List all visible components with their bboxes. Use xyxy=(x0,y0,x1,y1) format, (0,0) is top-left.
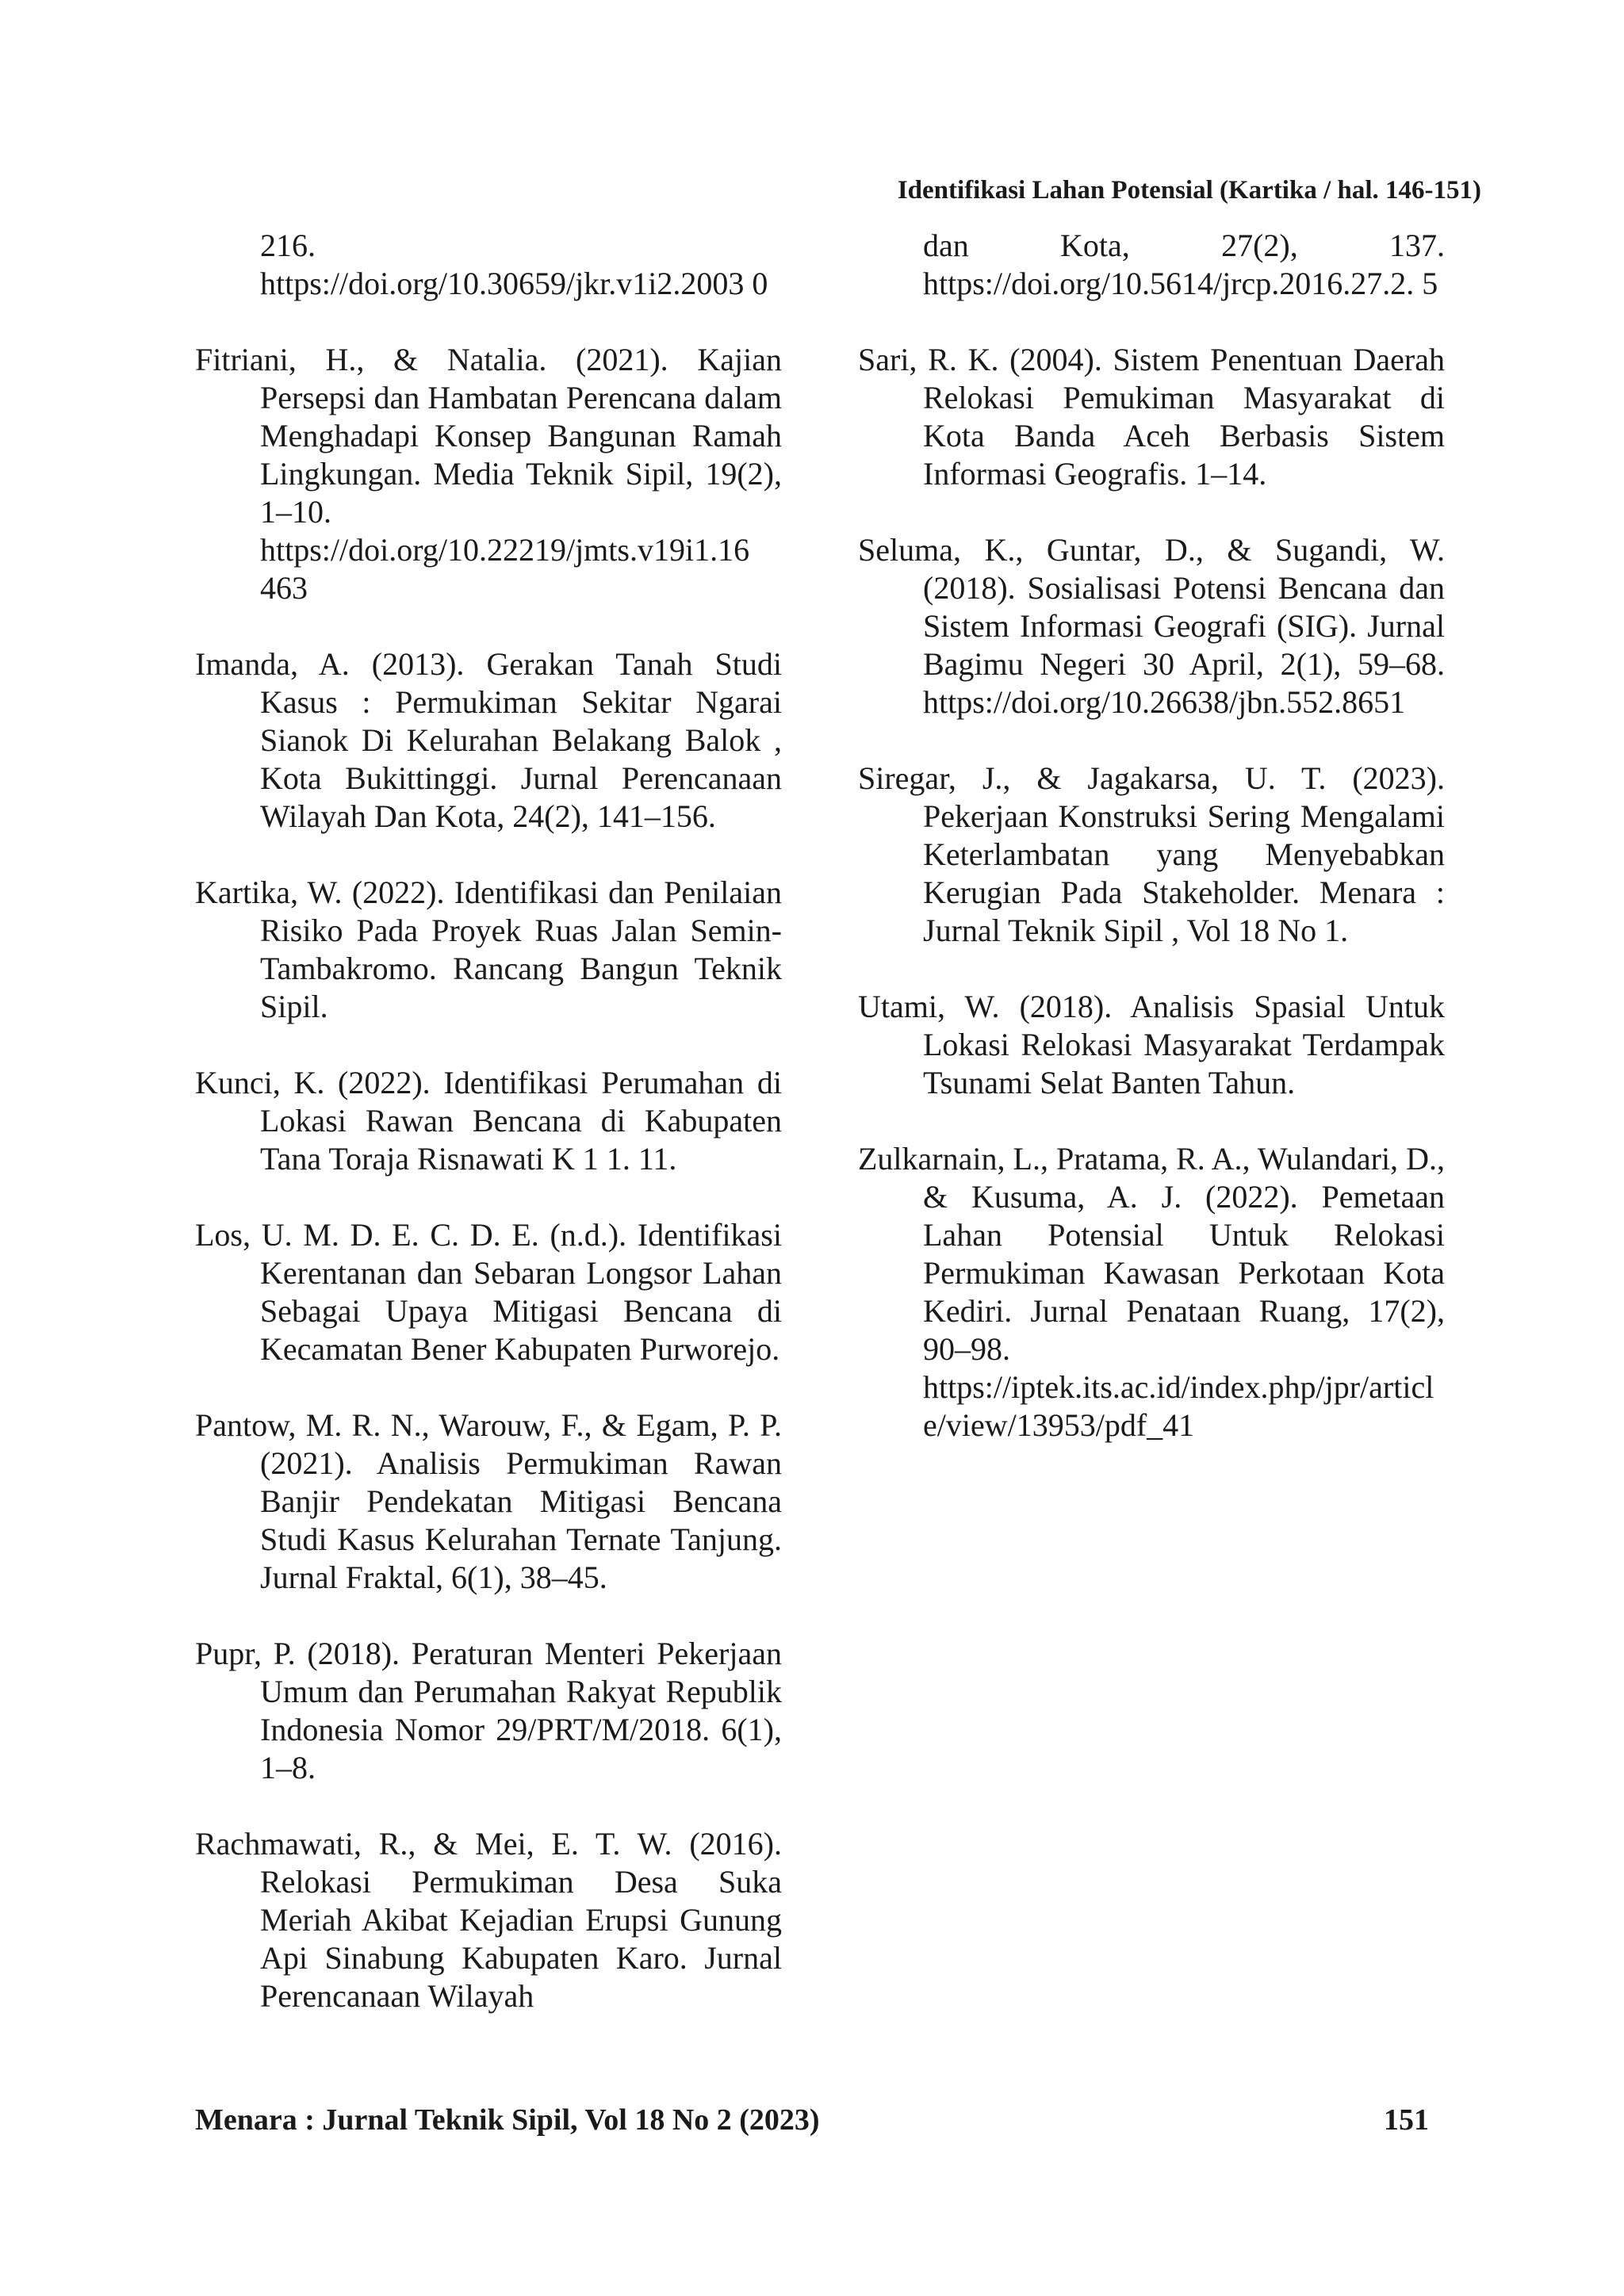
running-title: Identifikasi Lahan Potensial (Kartika / hal. 146-151) xyxy=(897,176,1481,205)
reference-entry: Kunci, K. (2022). Identifikasi Perumahan di Lokasi Rawan Bencana di Kabupaten Tana Toraja Risnawati K 1 1. 11. xyxy=(195,1065,782,1177)
reference-entry: Pupr, P. (2018). Peraturan Menteri Pekerjaan Umum dan Perumahan Rakyat Republik Indonesia Nomor 29/PRT/M/2018. 6(1), 1–8. xyxy=(195,1636,782,1785)
references-right-column xyxy=(858,227,1445,1483)
reference-entry: Fitriani, H., & Natalia. (2021). Kajian Persepsi dan Hambatan Perencana dalam Menghadapi Konsep Bangunan Ramah Lingkungan. Media Teknik Sipil, 19(2), 1–10. https://doi.org/10.22219/jmts.v19i1.16 463 xyxy=(195,342,782,606)
reference-entry: dan Kota, 27(2), 137. https://doi.org/10.5614/jrcp.2016.27.2. 5 xyxy=(923,228,1445,301)
reference-entry: Seluma, K., Guntar, D., & Sugandi, W. (2018). Sosialisasi Potensi Bencana dan Sistem Informasi Geografi (SIG). Jurnal Bagimu Negeri 30 April, 2(1), 59–68. https://doi.org/10.26638/jbn.552.8651 xyxy=(858,532,1445,720)
reference-entry: Kartika, W. (2022). Identifikasi dan Penilaian Risiko Pada Proyek Ruas Jalan Semin-Tambakromo. Rancang Bangun Teknik Sipil. xyxy=(195,874,782,1024)
reference-entry: 216. https://doi.org/10.30659/jkr.v1i2.2003 0 xyxy=(260,228,768,301)
reference-entry: Rachmawati, R., & Mei, E. T. W. (2016). Relokasi Permukiman Desa Suka Meriah Akibat Kejadian Erupsi Gunung Api Sinabung Kabupaten Karo. Jurnal Perencanaan Wilayah xyxy=(195,1826,782,2014)
references-left-column xyxy=(195,227,782,2053)
reference-entry: Pantow, M. R. N., Warouw, F., & Egam, P. P. (2021). Analisis Permukiman Rawan Banjir Pendekatan Mitigasi Bencana Studi Kasus Kelurahan Ternate Tanjung. Jurnal Fraktal, 6(1), 38–45. xyxy=(195,1407,782,1595)
reference-entry: Sari, R. K. (2004). Sistem Penentuan Daerah Relokasi Pemukiman Masyarakat di Kota Banda Aceh Berbasis Sistem Informasi Geografis. 1–14. xyxy=(858,342,1445,492)
footer-journal: Menara : Jurnal Teknik Sipil, Vol 18 No 2 (2023) xyxy=(195,2103,820,2137)
page-number: 151 xyxy=(1384,2103,1429,2137)
reference-entry: Imanda, A. (2013). Gerakan Tanah Studi Kasus : Permukiman Sekitar Ngarai Sianok Di Kelurahan Belakang Balok , Kota Bukittinggi. Jurnal Perencanaan Wilayah Dan Kota, 24(2), 141–156. xyxy=(195,646,782,834)
reference-entry: Zulkarnain, L., Pratama, R. A., Wulandari, D., & Kusuma, A. J. (2022). Pemetaan Lahan Potensial Untuk Relokasi Permukiman Kawasan Perkotaan Kota Kediri. Jurnal Penataan Ruang, 17(2), 90–98. https://iptek.its.ac.id/index.php/jpr/article/view/13953/pdf_41 xyxy=(858,1141,1445,1443)
reference-entry: Utami, W. (2018). Analisis Spasial Untuk Lokasi Relokasi Masyarakat Terdampak Tsunami Selat Banten Tahun. xyxy=(858,989,1445,1100)
reference-entry: Los, U. M. D. E. C. D. E. (n.d.). Identifikasi Kerentanan dan Sebaran Longsor Lahan Sebagai Upaya Mitigasi Bencana di Kecamatan Bener Kabupaten Purworejo. xyxy=(195,1217,782,1367)
reference-entry: Siregar, J., & Jagakarsa, U. T. (2023). Pekerjaan Konstruksi Sering Mengalami Keterlambatan yang Menyebabkan Kerugian Pada Stakeholder. Menara : Jurnal Teknik Sipil , Vol 18 No 1. xyxy=(858,760,1445,948)
